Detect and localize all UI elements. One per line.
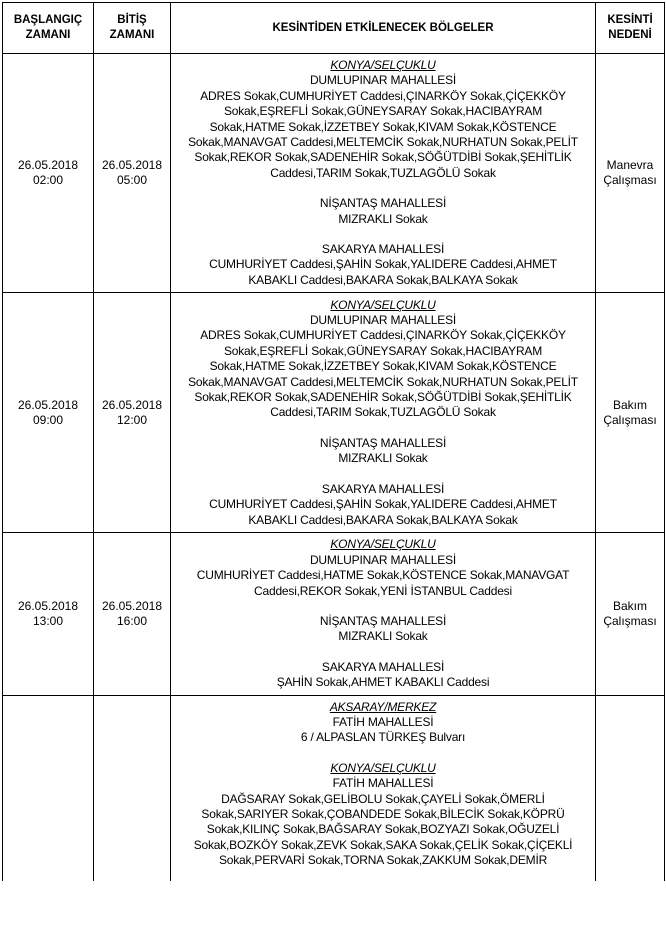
street-list-line: CUMHURİYET Caddesi,HATME Sokak,KÖSTENCE Sokak,MANAVGAT <box>196 568 570 583</box>
spacer <box>174 467 592 482</box>
end-time-cell <box>94 293 171 533</box>
street-list-line: Sokak,MANAVGAT Caddesi,MELTEMCİK Sokak,NURHATUN Sokak,PELİT <box>188 374 578 389</box>
neighborhood-name: DUMLUPINAR MAHALLESİ <box>309 552 457 567</box>
start-time-cell-line: 26.05.2018 <box>17 397 79 412</box>
end-time-cell-line: 12:00 <box>116 412 148 427</box>
street-list-line: DAĞSARAY Sokak,GELİBOLU Sokak,ÇAYELİ Sokak,ÖMERLİ <box>221 791 545 806</box>
street-list-line: Sokak,KILINÇ Sokak,BAĞSARAY Sokak,BOZYAZI Sokak,OĞUZELİ <box>206 822 560 837</box>
street-list-line: Caddesi,TARIM Sokak,TUZLAGÖLÜ Sokak <box>270 165 496 180</box>
street-list-line: KABAKLI Caddesi,BAKARA Sokak,BALKAYA Sokak <box>248 272 518 287</box>
reason-cell-line: Manevra <box>606 158 654 173</box>
affected-areas-cell <box>171 293 596 533</box>
street-list-line: 6 / ALPASLAN TÜRKEŞ Bulvarı <box>300 730 466 745</box>
table-row <box>3 54 665 293</box>
header-end-line-2: ZAMANI <box>109 29 155 41</box>
header-end-line-1: BİTİŞ <box>117 14 147 26</box>
street-list-line: MIZRAKLI Sokak <box>338 451 428 466</box>
street-list-line: Sokak,REKOR Sokak,SADENEHİR Sokak,SÖĞÜTDİBİ Sokak,ŞEHİTLİK <box>194 150 572 165</box>
spacer <box>174 746 592 761</box>
table-row <box>3 695 665 881</box>
affected-areas-cell <box>171 533 596 695</box>
header-row <box>3 3 665 54</box>
street-list-line: Sokak,HATME Sokak,İZZETBEY Sokak,KIVAM Sokak,KÖSTENCE <box>209 119 557 134</box>
street-list-line: Sokak,SARIYER Sokak,ÇOBANDEDE Sokak,BİLECİK Sokak,KÖPRÜ <box>201 806 565 821</box>
start-time-cell <box>3 293 94 533</box>
street-list-line: ADRES Sokak,CUMHURİYET Caddesi,ÇINARKÖY Sokak,ÇİÇEKKÖY <box>200 88 566 103</box>
spacer <box>174 645 592 660</box>
start-time-cell-line: 02:00 <box>32 173 64 188</box>
start-time-cell-line: 13:00 <box>32 613 64 628</box>
neighborhood-name: SAKARYA MAHALLESİ <box>321 659 445 674</box>
spacer <box>174 227 592 242</box>
neighborhood-name: NİŞANTAŞ MAHALLESİ <box>319 613 447 628</box>
spacer <box>174 421 592 436</box>
reason-cell <box>596 54 665 293</box>
spacer <box>174 181 592 196</box>
header-reason-line-2: NEDENİ <box>608 29 652 41</box>
table-row <box>3 293 665 533</box>
neighborhood-name: NİŞANTAŞ MAHALLESİ <box>319 435 447 450</box>
header-start-line-1: BAŞLANGIÇ <box>13 14 83 26</box>
spacer <box>174 599 592 614</box>
neighborhood-name: SAKARYA MAHALLESİ <box>321 242 445 257</box>
start-time-cell-line: 26.05.2018 <box>17 598 79 613</box>
start-time-cell <box>3 695 94 881</box>
table-body <box>3 54 665 882</box>
street-list-line: Sokak,BOZKÖY Sokak,ZEVK Sokak,SAKA Sokak,ÇELİK Sokak,ÇİÇEKLİ <box>193 837 573 852</box>
neighborhood-name: DUMLUPINAR MAHALLESİ <box>309 313 457 328</box>
reason-cell-line: Bakım <box>612 397 647 412</box>
region-name: KONYA/SELÇUKLU <box>330 537 436 552</box>
street-list-line: Sokak,REKOR Sokak,SADENEHİR Sokak,SÖĞÜTDİBİ Sokak,ŞEHİTLİK <box>194 390 572 405</box>
header-reason-line-1: KESİNTİ <box>607 14 653 26</box>
street-list-line: CUMHURİYET Caddesi,ŞAHİN Sokak,YALIDERE Caddesi,AHMET <box>209 257 557 272</box>
end-time-cell <box>94 533 171 695</box>
affected-areas-cell <box>171 54 596 293</box>
outage-schedule <box>2 2 665 881</box>
start-time-cell <box>3 533 94 695</box>
region-name: KONYA/SELÇUKLU <box>330 58 436 72</box>
neighborhood-name: NİŞANTAŞ MAHALLESİ <box>319 196 447 211</box>
street-list-line: ADRES Sokak,CUMHURİYET Caddesi,ÇINARKÖY Sokak,ÇİÇEKKÖY <box>200 328 566 343</box>
neighborhood-name: FATİH MAHALLESİ <box>332 714 434 729</box>
reason-cell <box>596 695 665 881</box>
start-time-cell-line: 26.05.2018 <box>17 158 79 173</box>
start-time-cell <box>3 54 94 293</box>
street-list-line: MIZRAKLI Sokak <box>338 211 428 226</box>
region-name: KONYA/SELÇUKLU <box>330 297 436 312</box>
reason-cell <box>596 293 665 533</box>
header-affected-areas <box>171 3 596 54</box>
end-time-cell-line: 26.05.2018 <box>101 397 163 412</box>
street-list-line: ŞAHİN Sokak,AHMET KABAKLI Caddesi <box>276 675 490 690</box>
street-list-line: MIZRAKLI Sokak <box>338 629 428 644</box>
street-list-line: KABAKLI Caddesi,BAKARA Sokak,BALKAYA Sokak <box>248 512 518 527</box>
end-time-cell <box>94 54 171 293</box>
end-time-cell-line: 05:00 <box>116 173 148 188</box>
region-name: AKSARAY/MERKEZ <box>329 699 437 714</box>
street-list-line: Sokak,EŞREFLİ Sokak,GÜNEYSARAY Sokak,HACIBAYRAM <box>223 343 543 358</box>
street-list-line: Sokak,MANAVGAT Caddesi,MELTEMCİK Sokak,NURHATUN Sokak,PELİT <box>188 135 578 150</box>
street-list-line: Caddesi,REKOR Sokak,YENİ İSTANBUL Caddesi <box>254 583 512 598</box>
neighborhood-name: DUMLUPINAR MAHALLESİ <box>309 73 457 88</box>
street-list-line: Sokak,HATME Sokak,İZZETBEY Sokak,KIVAM Sokak,KÖSTENCE <box>209 359 557 374</box>
header-start-line-2: ZAMANI <box>25 29 71 41</box>
header-areas-label: KESİNTİDEN ETKİLENECEK BÖLGELER <box>272 21 494 34</box>
reason-cell-line: Bakım <box>612 598 647 613</box>
reason-cell-line: Çalışması <box>603 173 657 188</box>
neighborhood-name: SAKARYA MAHALLESİ <box>321 481 445 496</box>
reason-cell <box>596 533 665 695</box>
region-name: KONYA/SELÇUKLU <box>330 760 436 775</box>
start-time-cell-line: 09:00 <box>32 412 64 427</box>
end-time-cell-line: 26.05.2018 <box>101 158 163 173</box>
reason-cell-line: Çalışması <box>603 412 657 427</box>
table-row <box>3 533 665 695</box>
header-start-time <box>3 3 94 54</box>
affected-areas-cell <box>171 695 596 881</box>
end-time-cell-line: 16:00 <box>116 613 148 628</box>
reason-cell-line: Çalışması <box>603 613 657 628</box>
header-end-time <box>94 3 171 54</box>
end-time-cell-line: 26.05.2018 <box>101 598 163 613</box>
neighborhood-name: FATİH MAHALLESİ <box>332 776 434 791</box>
street-list-line: Sokak,PERVARİ Sokak,TORNA Sokak,ZAKKUM Sokak,DEMİR <box>218 853 548 868</box>
header-reason <box>596 3 665 54</box>
street-list-line: CUMHURİYET Caddesi,ŞAHİN Sokak,YALIDERE Caddesi,AHMET <box>209 497 557 512</box>
street-list-line: Caddesi,TARIM Sokak,TUZLAGÖLÜ Sokak <box>270 405 496 420</box>
outage-table <box>2 2 665 881</box>
street-list-line: Sokak,EŞREFLİ Sokak,GÜNEYSARAY Sokak,HACIBAYRAM <box>223 104 543 119</box>
end-time-cell <box>94 695 171 881</box>
